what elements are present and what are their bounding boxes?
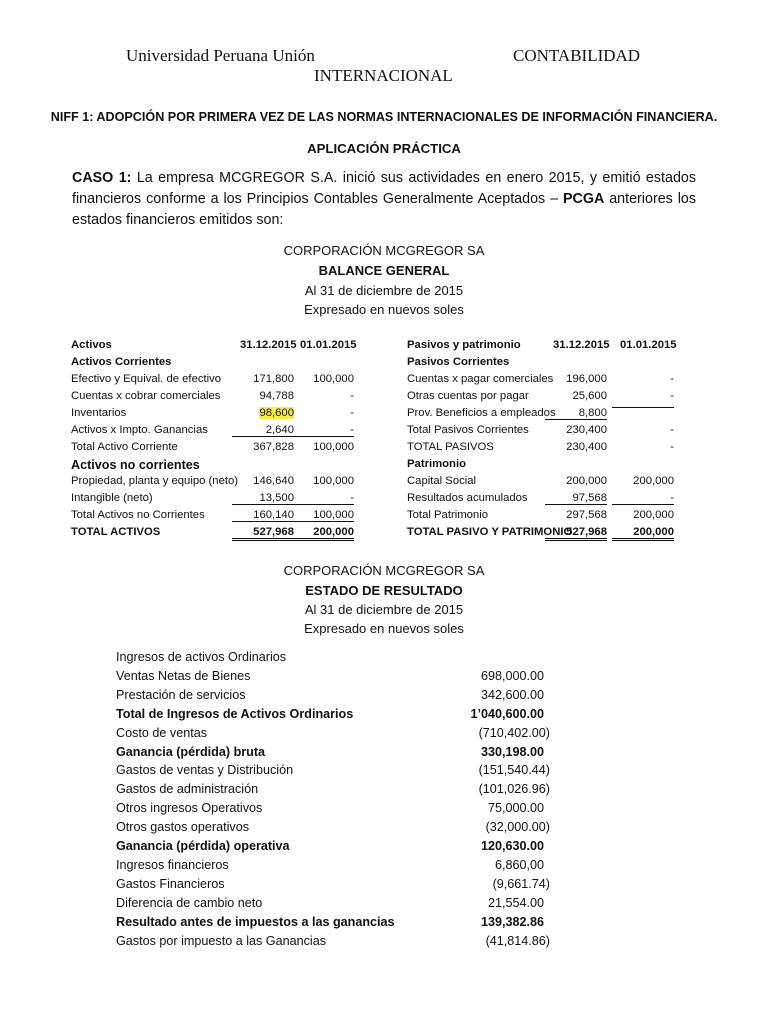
column-header-label: Pasivos y patrimonio <box>407 339 521 351</box>
row-label: Propiedad, planta y equipo (neto) <box>71 475 239 487</box>
university-name: Universidad Peruana Unión <box>126 46 315 65</box>
income-row-value: 139,382.86 <box>480 915 544 929</box>
row-value-current: 97,568 <box>545 492 607 505</box>
row-value-previous: - <box>350 407 354 419</box>
case-text-after: anteriores los estados financieros emitidos son: <box>72 191 697 228</box>
row-label: TOTAL PASIVO Y PATRIMONIO <box>407 526 573 538</box>
income-row-label: Prestación de servicios <box>116 688 246 702</box>
income-currency: Expresado en nuevos soles <box>304 621 464 636</box>
income-row-value: 330,198.00 <box>480 745 544 759</box>
row-label: Cuentas x pagar comerciales <box>407 373 554 385</box>
row-value-current: 171,800 <box>253 373 294 385</box>
document-subtitle: APLICACIÓN PRÁCTICA <box>307 141 461 156</box>
row-value-previous: - <box>670 441 674 453</box>
income-row-value: (9,661.74) <box>492 877 550 891</box>
row-value-previous: 100,000 <box>292 509 354 522</box>
row-value-current: 8,800 <box>545 407 607 420</box>
income-row-label: Resultado antes de impuestos a las ganancias <box>116 915 395 929</box>
income-row-label: Gastos de ventas y Distribución <box>116 763 294 777</box>
row-label: TOTAL ACTIVOS <box>71 526 161 538</box>
income-row-value: 1’040,600.00 <box>470 707 544 721</box>
row-value-current: 297,568 <box>566 509 607 521</box>
row-label: Patrimonio <box>407 458 466 470</box>
row-value-previous: 100,000 <box>313 441 354 453</box>
income-row-label: Costo de ventas <box>116 726 208 740</box>
row-value-current: 367,828 <box>253 441 294 453</box>
income-row-label: Diferencia de cambio neto <box>116 896 263 910</box>
case-emphasis: PCGA <box>562 191 605 207</box>
income-row-value: (32,000.00) <box>485 820 550 834</box>
income-company: CORPORACIÓN MCGREGOR SA <box>283 563 485 578</box>
row-label: Intangible (neto) <box>71 492 153 504</box>
row-value-current: 230,400 <box>566 441 607 453</box>
row-value-current: 2,640 <box>232 424 294 437</box>
balance-company: CORPORACIÓN MCGREGOR SA <box>283 243 485 258</box>
column-header-previous: 01.01.2015 <box>300 339 357 351</box>
income-row-label: Otros ingresos Operativos <box>116 801 263 815</box>
income-row-value: 698,000.00 <box>480 669 544 683</box>
row-value-current: 196,000 <box>566 373 607 385</box>
income-row-value: (41,814.86) <box>485 934 550 948</box>
row-value-current: 200,000 <box>566 475 607 487</box>
row-value-previous: 200,000 <box>292 526 354 541</box>
row-value-previous <box>612 407 674 408</box>
row-value-previous: 200,000 <box>612 526 674 541</box>
income-title: ESTADO DE RESULTADO <box>305 583 463 598</box>
row-value-previous: 100,000 <box>313 373 354 385</box>
column-header-label: Activos <box>71 339 112 351</box>
course-title-line2: INTERNACIONAL <box>314 66 453 85</box>
row-value-previous: - <box>670 390 674 402</box>
row-label: Total Activo Corriente <box>71 441 178 453</box>
row-value-previous: 200,000 <box>633 509 674 521</box>
column-header-current: 31.12.2015 <box>553 339 610 351</box>
row-label: Total Patrimonio <box>407 509 488 521</box>
row-value-previous: - <box>670 424 674 436</box>
highlighted-value: 98,600 <box>259 407 294 419</box>
row-value-previous: - <box>612 492 674 505</box>
row-value-current: 146,640 <box>253 475 294 487</box>
income-row-value: 342,600.00 <box>480 688 544 702</box>
income-row-value: 21,554.00 <box>487 896 544 910</box>
row-label: Prov. Beneficios a empleados <box>407 407 556 419</box>
row-value-current: 25,600 <box>572 390 607 402</box>
income-row-label: Total de Ingresos de Activos Ordinarios <box>116 707 354 721</box>
income-row-label: Gastos Financieros <box>116 877 225 891</box>
column-header-current: 31.12.2015 <box>240 339 297 351</box>
income-row-value: (710,402.00) <box>478 726 550 740</box>
row-label: Otras cuentas por pagar <box>407 390 529 402</box>
row-label: Activos no corrientes <box>71 458 200 472</box>
balance-currency: Expresado en nuevos soles <box>304 302 464 317</box>
row-value-previous: - <box>670 373 674 385</box>
row-value-previous: 200,000 <box>633 475 674 487</box>
row-label: Efectivo y Equival. de efectivo <box>71 373 222 385</box>
row-value-current: 160,140 <box>232 509 294 522</box>
income-row-label: Ingresos de activos Ordinarios <box>116 650 287 664</box>
row-label: Capital Social <box>407 475 477 487</box>
case-text-before: La empresa MCGREGOR S.A. inició sus actividades en enero 2015, y emitió estados financieros conforme a los Principios Contables Generalmente Aceptados – <box>72 170 697 207</box>
row-value-previous: - <box>292 492 354 505</box>
row-value-current: 230,400 <box>566 424 607 436</box>
row-label: Total Pasivos Corrientes <box>407 424 529 436</box>
row-label: Resultados acumulados <box>407 492 528 504</box>
balance-title: BALANCE GENERAL <box>318 263 450 278</box>
row-label: Cuentas x cobrar comerciales <box>71 390 221 402</box>
row-value-previous: - <box>350 390 354 402</box>
balance-date: Al 31 de diciembre de 2015 <box>304 283 464 298</box>
row-value-current: 527,968 <box>232 526 294 541</box>
row-label: Pasivos Corrientes <box>407 356 510 368</box>
income-row-value: 75,000.00 <box>487 801 544 815</box>
income-row-label: Ganancia (pérdida) operativa <box>116 839 290 853</box>
case-label: CASO 1: <box>72 170 132 186</box>
row-value-previous: 100,000 <box>313 475 354 487</box>
row-value-current: 13,500 <box>232 492 294 505</box>
row-value-current: 527,968 <box>545 526 607 541</box>
row-label: Inventarios <box>71 407 127 419</box>
case-paragraph <box>72 168 696 231</box>
document-title: NIFF 1: ADOPCIÓN POR PRIMERA VEZ DE LAS NORMAS INTERNACIONALES DE INFORMACIÓN FINANCIERA. <box>50 110 718 124</box>
income-date: Al 31 de diciembre de 2015 <box>304 602 464 617</box>
income-row-label: Ingresos financieros <box>116 858 229 872</box>
column-header-previous: 01.01.2015 <box>620 339 677 351</box>
income-row-value: 6,860,00 <box>494 858 544 872</box>
row-value-current <box>232 407 294 419</box>
course-title-line1: CONTABILIDAD <box>513 46 641 65</box>
row-label: Activos x Impto. Ganancias <box>71 424 208 436</box>
income-row-label: Ventas Netas de Bienes <box>116 669 251 683</box>
row-value-current: 94,788 <box>259 390 294 402</box>
income-row-value: 120,630.00 <box>480 839 544 853</box>
row-label: Activos Corrientes <box>71 356 172 368</box>
row-label: Total Activos no Corrientes <box>71 509 205 521</box>
income-row-label: Ganancia (pérdida) bruta <box>116 745 266 759</box>
income-row-label: Gastos de administración <box>116 782 259 796</box>
income-row-label: Otros gastos operativos <box>116 820 249 834</box>
row-value-previous: - <box>292 424 354 437</box>
income-row-value: (151,540.44) <box>478 763 550 777</box>
income-row-value: (101,026.96) <box>478 782 550 796</box>
income-row-label: Gastos por impuesto a las Ganancias <box>116 934 327 948</box>
row-label: TOTAL PASIVOS <box>407 441 494 453</box>
